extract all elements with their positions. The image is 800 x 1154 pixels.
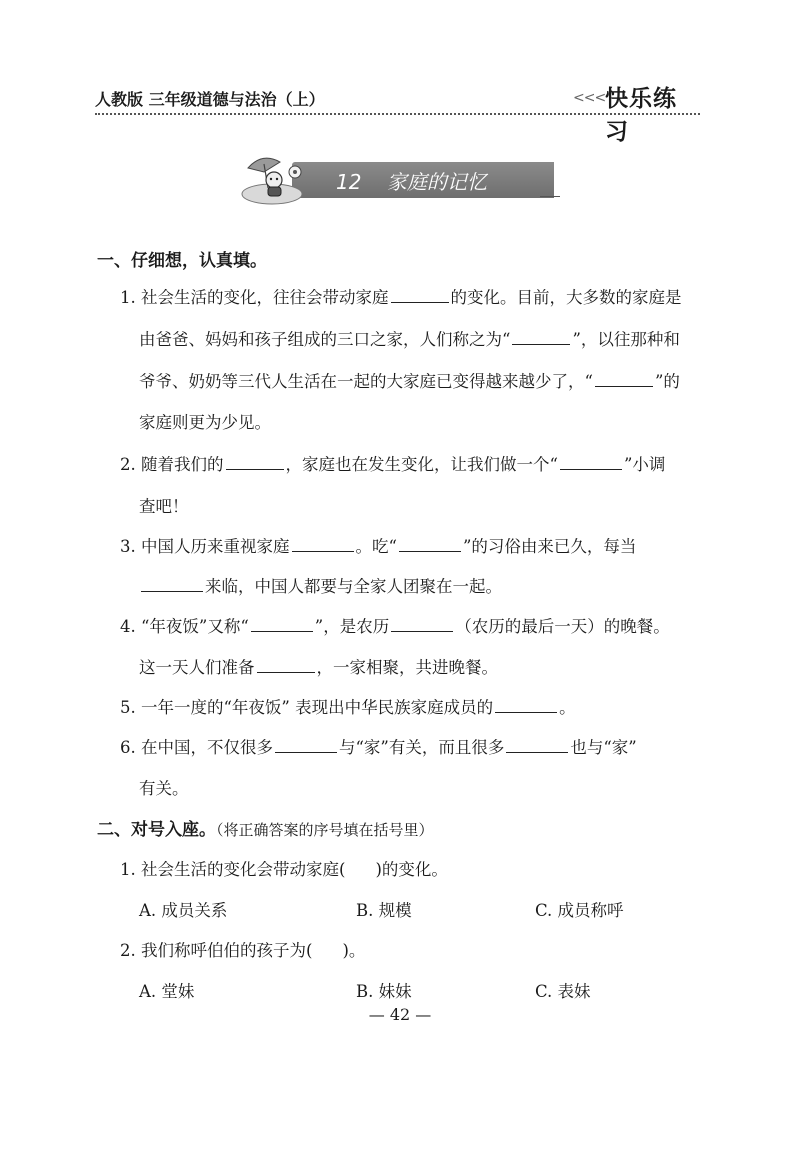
section-2-heading: 二、对号入座。（将正确答案的序号填在括号里） [97, 820, 434, 840]
page-header [95, 82, 700, 145]
mc-q1-option-a[interactable]: A. 成员关系 [139, 901, 228, 920]
answer-blank[interactable] [560, 455, 622, 470]
title-underline [540, 196, 560, 197]
q2-line-1: 2. 随着我们的 ，家庭也在发生变化，让我们做一个“ ”小调 [120, 455, 666, 474]
page-number: — 42 — [368, 1005, 432, 1024]
q5-line-1: 5. 一年一度的“年夜饭” 表现出中华民族家庭成员的 。 [120, 698, 576, 717]
answer-blank[interactable] [391, 288, 449, 303]
q1-line-4: 家庭则更为少见。 [139, 413, 271, 432]
q1-line-1: 1. 社会生活的变化，往往会带动家庭 的变化。目前，大多数的家庭是 [120, 288, 682, 307]
answer-blank[interactable] [275, 738, 337, 753]
mc-q2-stem: 2. 我们称呼伯伯的孩子为( )。 [120, 941, 366, 960]
section-1-heading: 一、仔细想，认真填。 [97, 251, 267, 271]
mc-q2-option-a[interactable]: A. 堂妹 [139, 982, 195, 1001]
q4-line-2: 这一天人们准备 ，一家相聚，共进晚餐。 [139, 658, 498, 677]
series-title: 快乐练习 [605, 86, 677, 145]
q1-line-3: 爷爷、奶奶等三代人生活在一起的大家庭已变得越来越少了，“ ”的 [139, 372, 680, 391]
mc-q2-option-c[interactable]: C. 表妹 [535, 982, 591, 1001]
q2-line-2: 查吧！ [139, 497, 189, 516]
mc-q2-option-b[interactable]: B. 妹妹 [356, 982, 412, 1001]
answer-blank[interactable] [506, 738, 568, 753]
answer-blank[interactable] [399, 537, 461, 552]
lesson-name: 家庭的记忆 [386, 170, 487, 194]
chevron-left-icon: <<< [573, 90, 606, 106]
lesson-number: 12 [336, 170, 362, 194]
answer-blank[interactable] [257, 658, 315, 673]
q6-line-1: 6. 在中国，不仅很多 与“家”有关，而且很多 也与“家” [120, 738, 637, 757]
answer-blank[interactable] [495, 698, 557, 713]
q3-line-2: 来临，中国人都要与全家人团聚在一起。 [139, 573, 502, 597]
mascot-illustration-icon [240, 150, 310, 206]
q6-line-2: 有关。 [139, 779, 189, 798]
q1-line-2: 由爸爸、妈妈和孩子组成的三口之家，人们称之为“ ”，以往那种和 [139, 330, 680, 349]
answer-blank[interactable] [292, 537, 354, 552]
q3-line-1: 3. 中国人历来重视家庭 。吃“ ”的习俗由来已久，每当 [120, 537, 637, 556]
answer-blank[interactable] [226, 455, 284, 470]
answer-blank[interactable] [595, 372, 653, 387]
answer-blank[interactable] [141, 577, 203, 592]
lesson-title [336, 166, 487, 195]
answer-blank[interactable] [391, 617, 453, 632]
lesson-title-banner [240, 150, 560, 206]
answer-blank[interactable] [512, 330, 570, 345]
section-2-instruction: （将正确答案的序号填在括号里） [216, 821, 434, 839]
mc-q1-option-c[interactable]: C. 成员称呼 [535, 901, 624, 920]
mc-q1-stem: 1. 社会生活的变化会带动家庭( )的变化。 [120, 860, 448, 879]
q4-line-1: 4. “年夜饭”又称“ ”，是农历 （农历的最后一天）的晚餐。 [120, 617, 670, 636]
answer-blank[interactable] [251, 617, 313, 632]
header-divider [95, 113, 700, 115]
book-title: 人教版 三年级道德与法治（上） [95, 90, 325, 109]
mc-q1-option-b[interactable]: B. 规模 [356, 901, 412, 920]
